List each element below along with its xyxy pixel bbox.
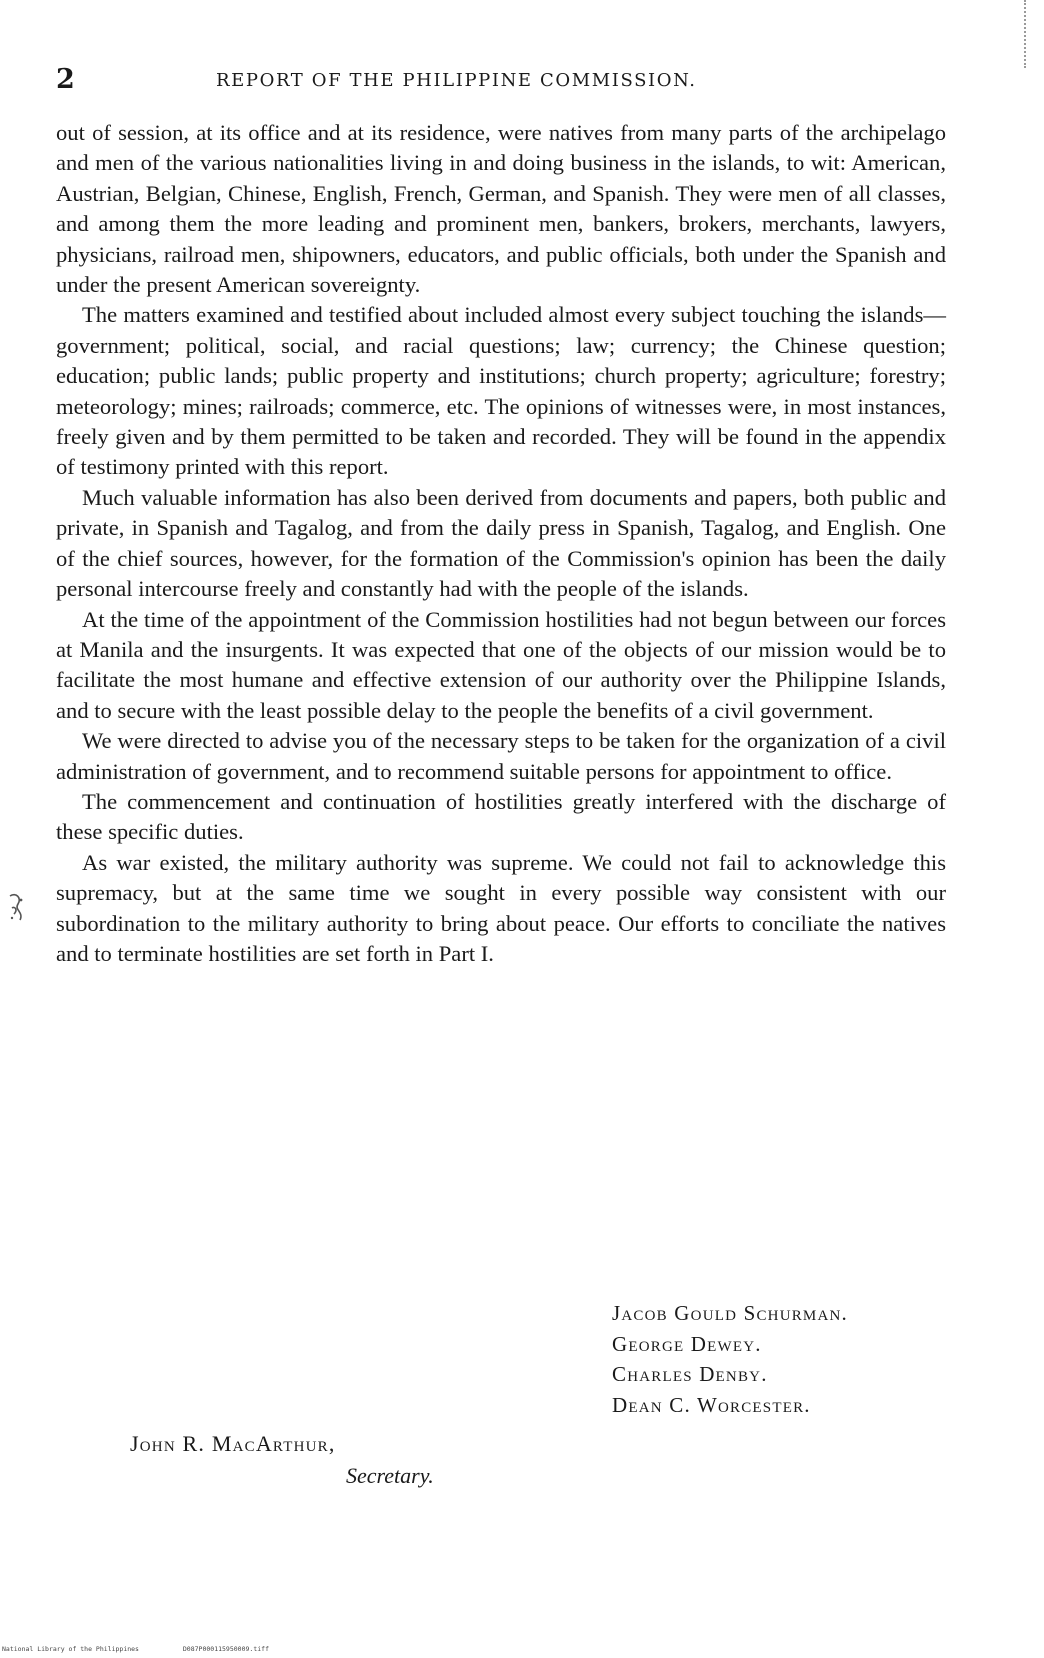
signature-schurman: Jacob Gould Schurman. — [612, 1301, 848, 1325]
scan-edge-dots — [1024, 0, 1034, 68]
margin-ink-mark — [6, 890, 28, 926]
signature-dewey: George Dewey. — [612, 1331, 762, 1356]
signature-worcester: Dean C. Worcester. — [612, 1392, 811, 1417]
paragraph-5: We were directed to advise you of the necessary steps to be taken for the organization of a civil administration of government, and to recommend suitable persons for appointment to office. — [56, 728, 946, 784]
page-header — [56, 64, 986, 104]
signature-denby: Charles Denby. — [612, 1362, 768, 1386]
secretary-block — [130, 1428, 434, 1492]
paragraph-3: Much valuable information has also been derived from documents and papers, both public and private, in Spanish and Tagalog, and from the daily press in Spanish, Tagalog, and English. One of the chief sources, however, for the formation of the Commission's opinion has been the daily personal intercourse freely and constantly had with the people of the islands. — [56, 484, 946, 602]
paragraph-1: out of session, at its office and at its residence, were natives from many parts of the archipelago and men of the various nationalities living in and doing business in the islands, to wit: American, Austrian, Belgian, Chinese, English, French, German, and Spanish. They were men of all classes, and among them the more leading and prominent men, bankers, brokers, merchants, lawyers, physicians, railroad men, shipowners, educators, and public officials, both under the Spanish and under the present American sovereignty. — [56, 120, 946, 298]
secretary-name: John R. MacArthur, — [130, 1431, 336, 1456]
scan-footer — [2, 1645, 309, 1653]
paragraph-4: At the time of the appointment of the Commission hostilities had not begun between our forces at Manila and the insurgents. It was expected that one of the objects of our mission would be to facilitate the most humane and effective extension of our authority over the Philippine Islands, and to secure with the least possible delay to the people the benefits of a civil government. — [56, 606, 946, 723]
secretary-title: Secretary. — [346, 1463, 434, 1488]
paragraph-2: The matters examined and testified about included almost every subject touching the islands—government; political, social, and racial questions; law; currency; the Chinese question; education; public lands; public property and institutions; church property; agriculture; forestry; meteorology; mines; railroads; commerce, etc. The opinions of witnesses were, in most instances, freely given and by them permitted to be taken and recorded. They will be found in the appendix of testimony printed with this report. — [56, 302, 946, 480]
page-number: 2 — [56, 64, 75, 95]
paragraph-7: As war existed, the military authority was supreme. We could not fail to acknowledge this supremacy, but at the same time we sought in every possible way consistent with our subordination to the military authority to bring about peace. Our efforts to conciliate the natives and to terminate hostilities are set forth in Part I. — [56, 849, 946, 966]
running-head: REPORT OF THE PHILIPPINE COMMISSION. — [216, 70, 697, 91]
footer-library: National Library of the Philippines — [2, 1645, 139, 1653]
footer-file: D087P000115950009.tiff — [182, 1645, 269, 1653]
signature-block — [612, 1298, 848, 1420]
body-text — [56, 118, 946, 969]
paragraph-6: The commencement and continuation of hostilities greatly interfered with the discharge of these specific duties. — [56, 788, 946, 845]
